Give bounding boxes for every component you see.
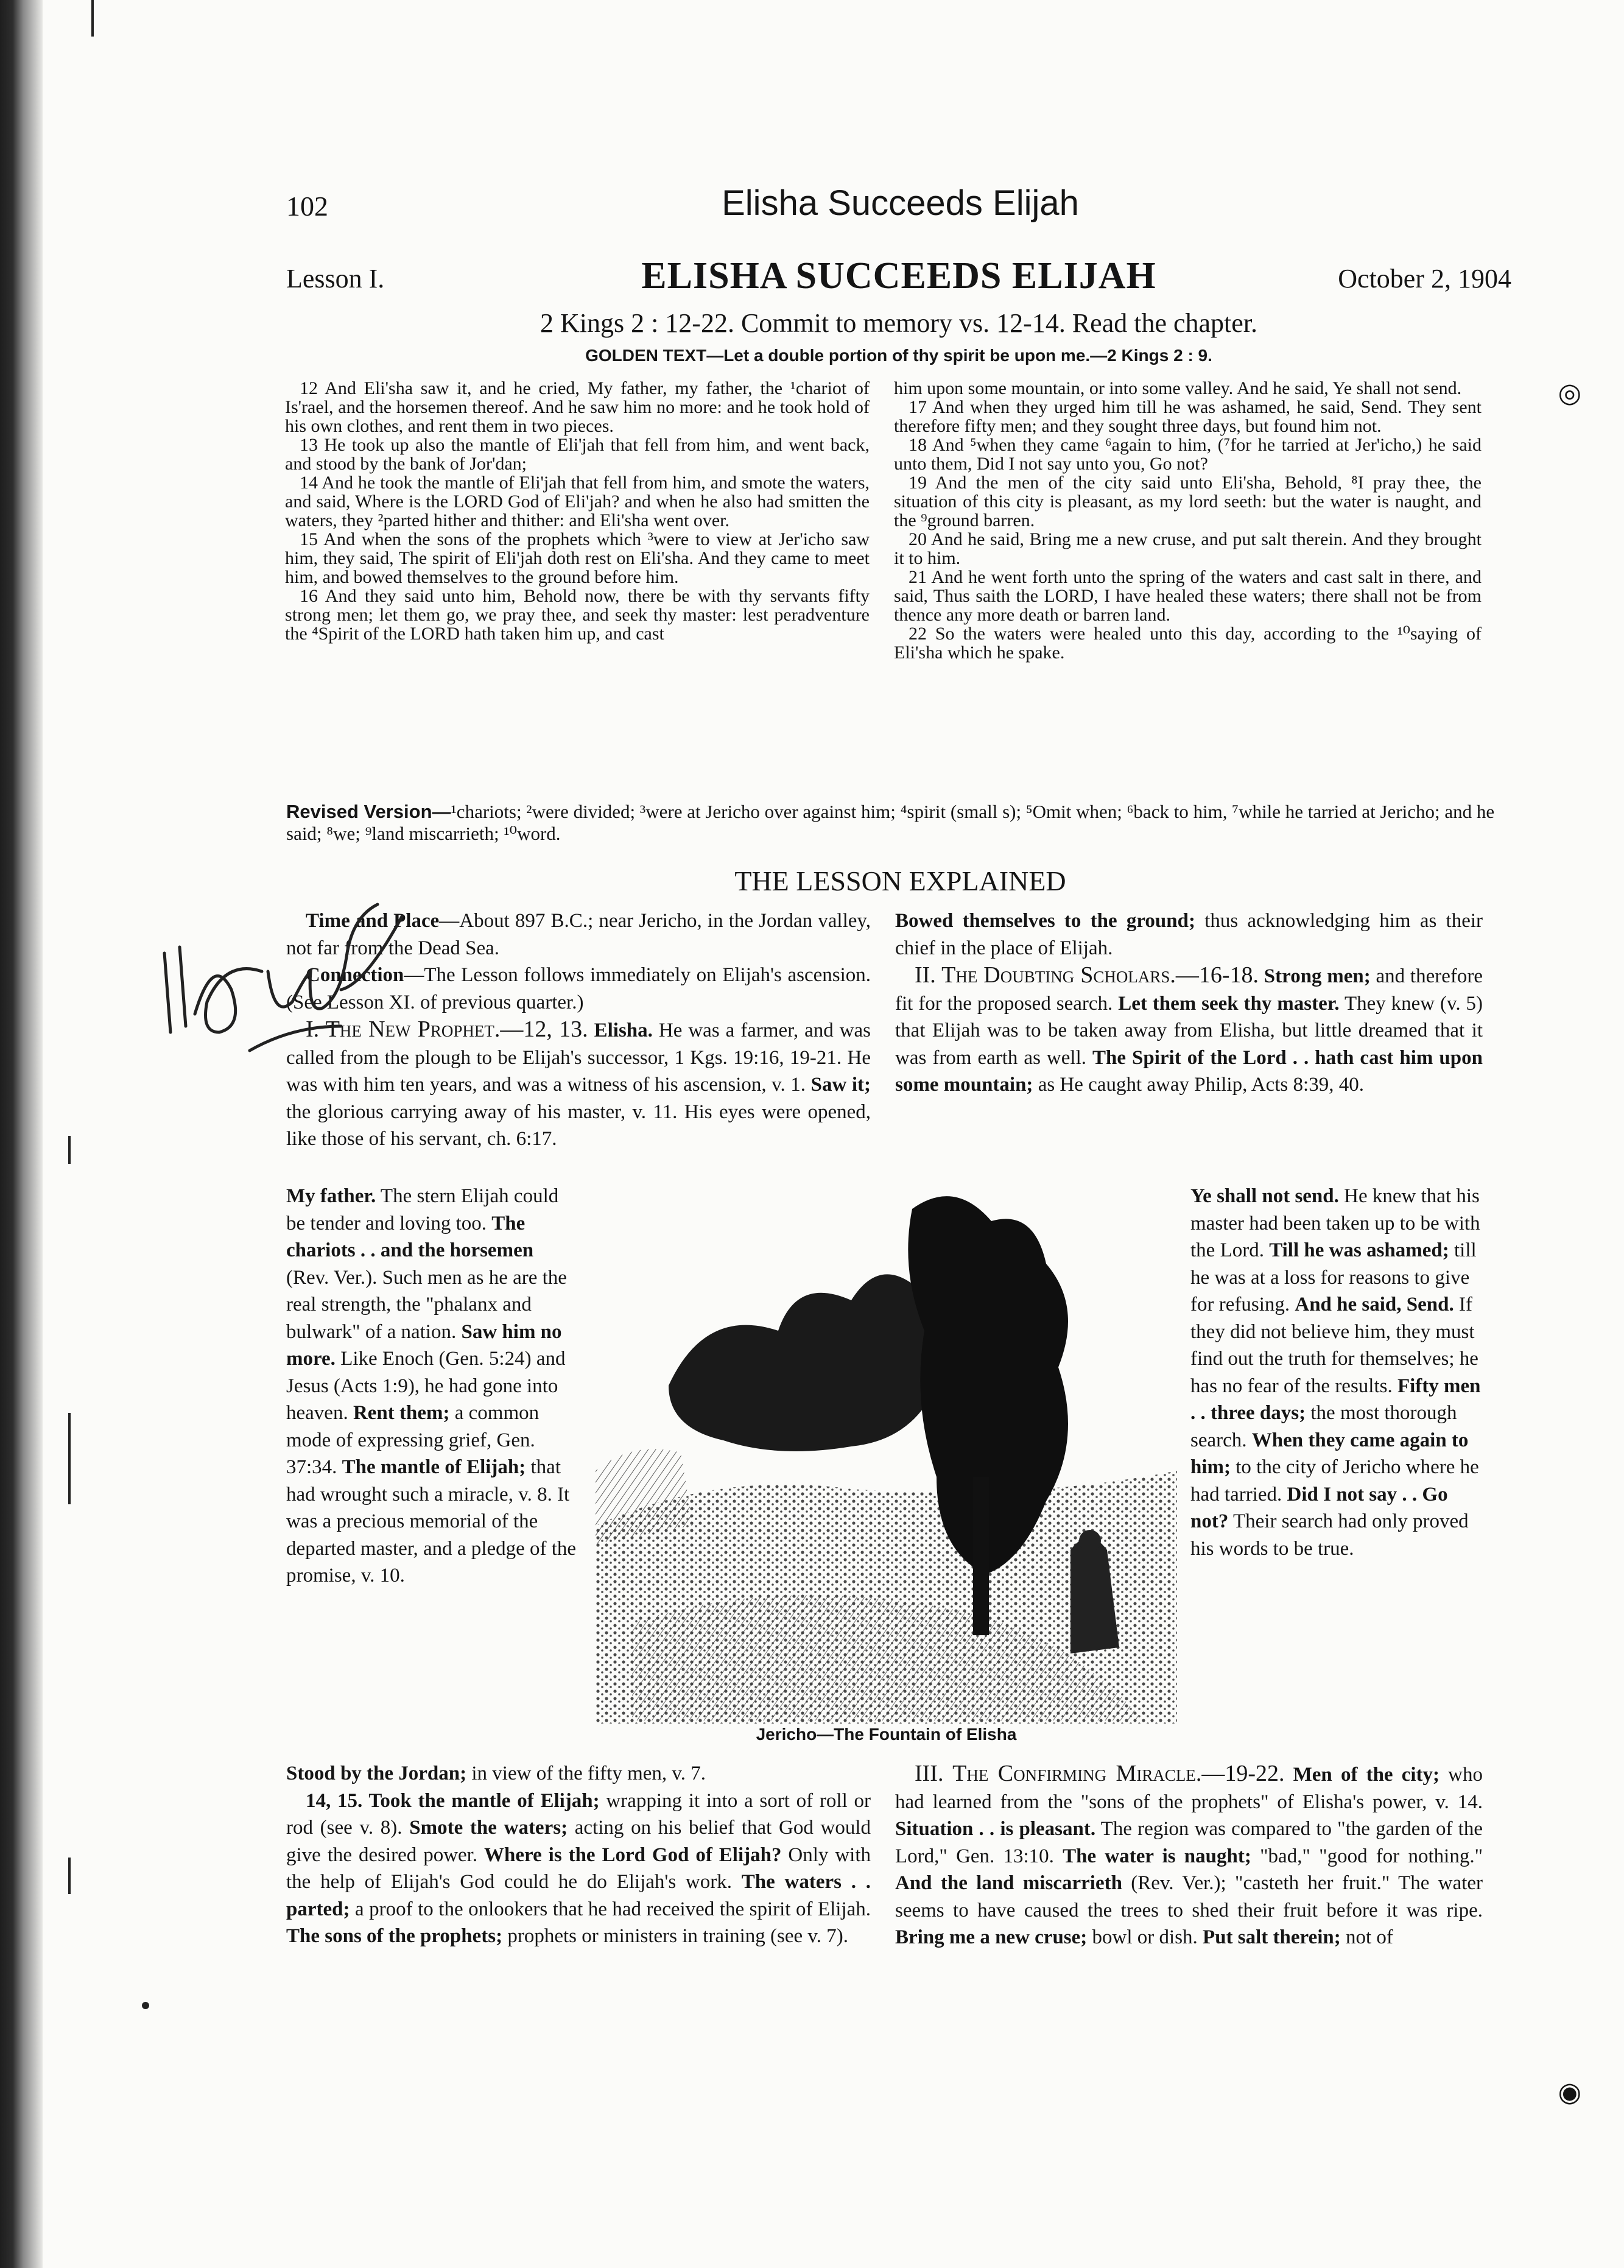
verse: him upon some mountain, or into some valley. And he said, Ye shall not send. [894, 379, 1462, 398]
lead-term: Strong men; [1264, 965, 1371, 987]
key-term: Ye shall not send. [1190, 1185, 1339, 1207]
note-text: in view of the fifty men, v. 7. [471, 1763, 706, 1784]
note-text: the most thorough search. [1190, 1402, 1457, 1451]
note-text: to the city of Jericho where he had tarried. [1190, 1456, 1479, 1506]
key-term: Rent them; [353, 1402, 450, 1424]
note-text: He knew that his master had been taken up to be with the Lord. [1190, 1185, 1480, 1261]
key-term: Situation . . is pleasant. [895, 1818, 1096, 1840]
lesson-explained-heading: THE LESSON EXPLAINED [734, 865, 1066, 896]
lesson-title: ELISHA SUCCEEDS ELIJAH [641, 255, 1156, 297]
note-text: bowl or dish. [1092, 1926, 1198, 1948]
verse: 21 And he went forth unto the spring of the waters and cast salt in there, and said, Thus saith the LORD, I have healed these waters; there shall not be from thence any more death or barren land. [894, 567, 1482, 625]
verse: 17 And when they urged him till he was ashamed, he said, Send. They sent therefore fifty men; and they sought three days, but found him not. [894, 397, 1482, 436]
key-term: The sons of the prophets; [286, 1925, 503, 1947]
commentary-right-bottom [895, 1760, 1483, 2150]
key-term: Saw it; [810, 1074, 871, 1096]
lesson-number: Lesson I. [286, 264, 385, 294]
note-text: If they did not believe him, they must find out the truth for themselves; he has no fear of the results. [1190, 1294, 1478, 1397]
note-text: "bad," "good for nothing." [1260, 1845, 1483, 1867]
commentary-right-top [895, 907, 1483, 1182]
scan-mark [68, 1413, 71, 1504]
verse: 14 And he took the mantle of Eli'jah that fell from him, and smote the waters, and said, Where is the LORD God of Eli'jah? and when he also had smitten the waters, they ²parted hither and thither: and Eli'sha went over. [285, 473, 870, 530]
verse: 15 And when the sons of the prophets which ³were to view at Jer'icho saw him, they said, The spirit of Eli'jah doth rest on Eli'sha. And they came to meet him, and bowed themselves to the ground before him. [285, 529, 870, 587]
commentary-right-narrow [1190, 1183, 1483, 1761]
note-text: who had learned from the "sons of the prophets" of Elisha's power, v. 14. [895, 1764, 1483, 1813]
note-text: and therefore fit for the proposed search. [895, 965, 1483, 1015]
note-text: the glorious carrying away of his master, v. 11. His eyes were opened, like those of his servant, ch. 6:17. [286, 1101, 871, 1150]
section-title: III. The Confirming Miracle.—19-22. [915, 1761, 1285, 1786]
key-term: And the land miscarrieth [895, 1872, 1122, 1894]
key-term: The Spirit of the Lord . . hath cast him upon some mountain; [895, 1046, 1483, 1096]
scripture-reference: 2 Kings 2 : 12-22. Commit to memory vs. 12-14. Read the chapter. [540, 308, 1258, 338]
verse: 16 And they said unto him, Behold now, there be with thy servants fifty strong men; let them go, we pray thee, and seek thy master: lest peradventure the ⁴Spirit of the LORD hath taken him up, and cast [285, 586, 870, 644]
time-place-label: Time and Place [306, 910, 440, 932]
lesson-date: October 2, 1904 [1338, 264, 1511, 294]
key-term: Saw him no more. [286, 1320, 562, 1370]
note-text: as He caught away Philip, Acts 8:39, 40. [1038, 1074, 1364, 1096]
connection-label: Connection [306, 964, 404, 986]
section-title: I. The New Prophet.—12, 13. [306, 1016, 588, 1042]
margin-mark: ◉ [1558, 2077, 1581, 2107]
note-text: (Rev. Ver.). Such men as he are the real strength, the "phalanx and bulwark" of a nation. [286, 1266, 567, 1343]
lead-term: Elisha. [594, 1020, 653, 1041]
note-text: They knew (v. 5) that Elijah was to be taken away from Elisha, but little dreamed that it was from earth as well. [895, 992, 1483, 1069]
key-term: Where is the Lord God of Elijah? [484, 1844, 782, 1866]
golden-text: GOLDEN TEXT—Let a double portion of thy spirit be upon me.—2 Kings 2 : 9. [585, 346, 1212, 365]
key-term: Did I not say . . Go not? [1190, 1483, 1448, 1532]
verse: 22 So the waters were healed unto this day, according to the ¹⁰saying of Eli'sha which he spake. [894, 624, 1482, 663]
note-text: not of [1345, 1926, 1393, 1948]
handwriting-scribble [158, 880, 414, 1063]
note-text: The region was compared to "the garden of the Lord," Gen. 13:10. [895, 1818, 1483, 1867]
note-text: prophets or ministers in training (see v. 7). [507, 1925, 849, 1947]
running-head [286, 183, 1514, 231]
key-term: The water is naught; [1063, 1845, 1251, 1867]
running-title: Elisha Succeeds Elijah [722, 183, 1079, 223]
note-text: wrapping it into a sort of roll or rod (see v. 8). [286, 1789, 871, 1839]
lead-term: Men of the city; [1293, 1764, 1440, 1786]
key-term: Put salt therein; [1203, 1926, 1341, 1948]
commentary-left-bottom [286, 1760, 871, 2150]
figure-caption: Jericho—The Fountain of Elisha [756, 1725, 1017, 1744]
key-term: My father. [286, 1185, 376, 1207]
note-text: Their search had only proved his words to be true. [1190, 1510, 1469, 1560]
note-text: (Rev. Ver.); "casteth her fruit." The water seems to have caused the trees to shed their fruit before it was ripe. [895, 1872, 1483, 1921]
note-text: The stern Elijah could be tender and loving too. [286, 1185, 559, 1234]
time-place-text: —About 897 B.C.; near Jericho, in the Jordan valley, not far from the Dead Sea. [286, 910, 871, 959]
verse: 13 He took up also the mantle of Eli'jah that fell from him, and went back, and stood by the bank of Jor'dan; [285, 435, 870, 474]
key-term: The waters . . parted; [286, 1871, 871, 1920]
key-term: And he said, Send. [1295, 1294, 1454, 1315]
key-term: When they came again to him; [1190, 1429, 1469, 1478]
handwritten-signature [158, 880, 414, 1063]
scan-mark [142, 2002, 149, 2009]
revised-version-notes [286, 801, 1514, 845]
note-text: a proof to the onlookers that he had received the spirit of Elijah. [355, 1898, 871, 1920]
note-text: He was a farmer, and was called from the plough to be Elijah's successor, 1 Kgs. 19:16, 19-21. He was with him ten years, and was a witness of his ascension, v. 1. [286, 1020, 871, 1096]
key-term: Bring me a new cruse; [895, 1926, 1088, 1948]
verse: 18 And ⁵when they came ⁶again to him, (⁷for he tarried at Jer'icho,) he said unto them, Did I not say unto you, Go not? [894, 435, 1482, 474]
scan-mark [91, 0, 94, 37]
key-term: The chariots . . and the horsemen [286, 1212, 534, 1261]
note-text: that had wrought such a miracle, v. 8. It was a precious memorial of the departed master, and a pledge of the promise, v. 10. [286, 1456, 577, 1587]
note-text: a common mode of expressing grief, Gen. 37:34. [286, 1402, 540, 1478]
note-text: Only with the help of Elijah's God could he do Elijah's work. [286, 1844, 871, 1893]
scan-binding-edge [0, 0, 43, 2268]
note-text: thus acknowledging him as their chief in the place of Elijah. [895, 910, 1483, 959]
note-text: till he was at a loss for reasons to give for refusing. [1190, 1239, 1477, 1315]
key-term: Smote the waters; [409, 1817, 568, 1839]
revised-version-text: ¹chariots; ²were divided; ³were at Jericho over against him; ⁴spirit (small s); ⁵Omit when; ⁶back to him, ⁷while he tarried at Jericho; and he said; ⁸we; ⁹land miscarrieth; ¹⁰word. [286, 801, 1495, 844]
note-text: acting on his belief that God would give the desired power. [286, 1817, 871, 1866]
revised-version-label: Revised Version— [286, 801, 451, 822]
key-term: Stood by the Jordan; [286, 1763, 467, 1784]
key-term: 14, 15. Took the mantle of Elijah; [306, 1789, 600, 1812]
section-title: II. The Doubting Scholars.—16-18. [915, 962, 1259, 988]
key-term: The mantle of Elijah; [342, 1456, 526, 1478]
commentary-left-narrow [286, 1183, 578, 1749]
key-term: Bowed themselves to the ground; [895, 910, 1195, 932]
key-term: Till he was ashamed; [1269, 1239, 1449, 1261]
engraving-illustration [596, 1185, 1177, 1724]
scan-mark [68, 1858, 71, 1894]
lesson-header [286, 255, 1511, 303]
key-term: Let them seek thy master. [1118, 992, 1340, 1015]
note-text: Like Enoch (Gen. 5:24) and Jesus (Acts 1:9), he had gone into heaven. [286, 1348, 566, 1424]
page-number: 102 [286, 191, 328, 222]
margin-mark: ◎ [1558, 378, 1581, 408]
key-term: Fifty men . . three days; [1190, 1375, 1481, 1424]
scripture-column-left [285, 379, 870, 793]
scan-mark [68, 1136, 71, 1164]
verse: 20 And he said, Bring me a new cruse, and put salt therein. And they brought it to him. [894, 529, 1482, 568]
verse: 12 And Eli'sha saw it, and he cried, My father, my father, the ¹chariot of Is'rael, and the horsemen thereof. And he saw him no more: and he took hold of his own clothes, and rent them in two pieces. [285, 379, 870, 436]
engraving-fountain-of-elisha [596, 1185, 1177, 1724]
verse: 19 And the men of the city said unto Eli'sha, Behold, ⁸I pray thee, the situation of this city is pleasant, as my lord seeth: but the water is naught, and the ⁹ground barren. [894, 473, 1482, 530]
connection-text: —The Lesson follows immediately on Elijah's ascension. (See Lesson XI. of previous quarter.) [286, 964, 871, 1013]
scripture-column-right [894, 379, 1482, 793]
